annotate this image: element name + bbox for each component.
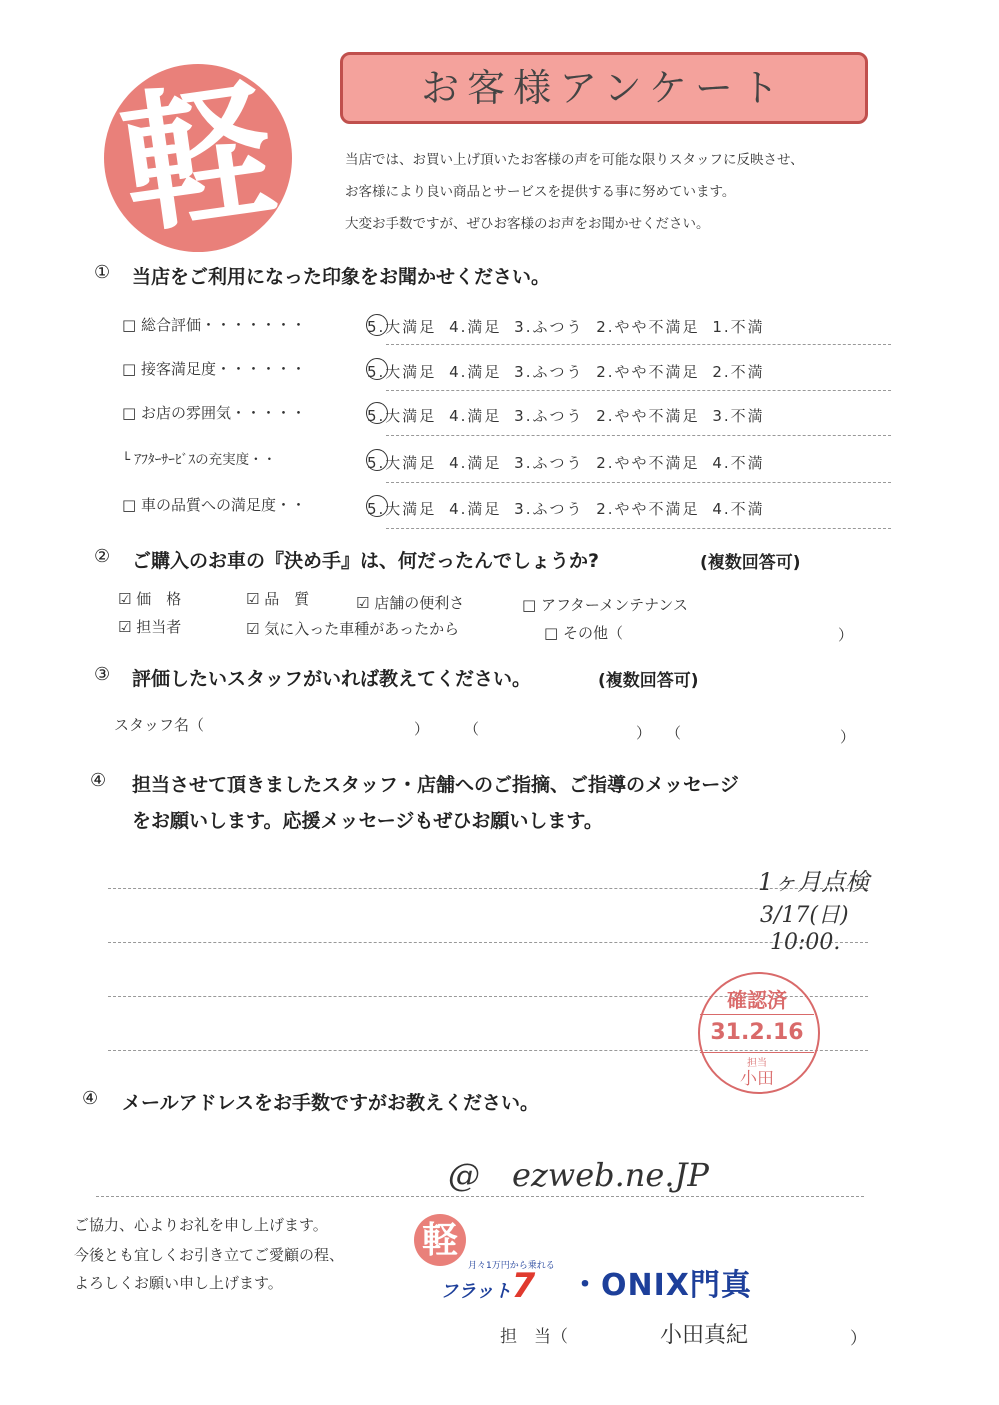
dotted-divider <box>386 482 891 483</box>
q1-row-label: □ お店の雰囲気・・・・・ <box>122 404 306 422</box>
message-line <box>108 888 868 889</box>
stamp-divider <box>700 1014 814 1015</box>
q5-number: ④ <box>82 1088 99 1109</box>
checkbox-price[interactable]: ☑ 価 格 <box>118 590 182 608</box>
staff-name-label: スタッフ名（ <box>114 716 205 734</box>
q2-title: ご購入のお車の『決め手』は、何だったんでしょうか? <box>132 550 600 572</box>
q1-row-label: □ 総合評価・・・・・・・ <box>122 316 306 334</box>
paren-open: （ <box>464 720 480 738</box>
q1-row-options: 5.大満足 4.満足 3.ふつう 2.やや不満足 2.不満 <box>367 363 765 381</box>
paren-close: ） <box>636 724 652 742</box>
brand-flat-text: フラット <box>440 1281 512 1302</box>
footer-logo-kei-char: 軽 <box>421 1219 458 1261</box>
checkbox-after-maintenance[interactable]: □ アフターメンテナンス <box>522 596 688 614</box>
q4-number: ④ <box>90 770 107 791</box>
handwritten-message-2: 3/17(日) <box>760 903 849 928</box>
checkbox-staff[interactable]: ☑ 担当者 <box>118 618 182 636</box>
footer-line-3: よろしくお願い申し上げます。 <box>74 1274 283 1292</box>
paren-close: ） <box>414 720 430 738</box>
q1-row-options: 5.大満足 4.満足 3.ふつう 2.やや不満足 4.不満 <box>367 500 765 518</box>
handwritten-message-1: 1ヶ月点検 <box>758 868 870 896</box>
brand-seven: 7 <box>511 1266 536 1306</box>
footer-line-2: 今後とも宜しくお引き立てご愛顧の程、 <box>74 1246 345 1264</box>
survey-title: お客様アンケート <box>421 66 787 110</box>
intro-line-1: 当店では、お買い上げ頂いたお客様の声を可能な限りスタッフに反映させ、 <box>345 152 804 168</box>
stamp-date: 31.2.16 <box>710 1020 804 1045</box>
q3-number: ③ <box>94 664 111 685</box>
brand-flat7 <box>440 1266 535 1306</box>
footer-line-1: ご協力、心よりお礼を申し上げます。 <box>74 1216 328 1234</box>
checkbox-quality[interactable]: ☑ 品 質 <box>246 590 310 608</box>
tanto-label: 担 当（ <box>500 1327 568 1347</box>
q2-number: ② <box>94 546 111 567</box>
q2-note: (複数回答可) <box>700 553 801 573</box>
email-line <box>96 1196 864 1197</box>
checkbox-liked-model[interactable]: ☑ 気に入った車種があったから <box>246 620 460 638</box>
q1-number: ① <box>94 262 111 283</box>
q3-note: (複数回答可) <box>598 671 699 691</box>
q1-row-options: 5.大満足 4.満足 3.ふつう 2.やや不満足 3.不満 <box>367 407 765 425</box>
stamp-sub: 担当 <box>747 1058 767 1069</box>
paren-open: （ <box>666 724 682 742</box>
q1-row-options: 5.大満足 4.満足 3.ふつう 2.やや不満足 4.不満 <box>367 454 765 472</box>
message-line <box>108 942 868 943</box>
other-close-paren: ） <box>838 626 854 644</box>
checkbox-store-convenience[interactable]: ☑ 店舗の便利さ <box>356 594 465 612</box>
tanto-name-handwritten: 小田真紀 <box>660 1323 749 1348</box>
q5-title: メールアドレスをお手数ですがお教えください。 <box>122 1092 540 1114</box>
logo-kei-char: 軽 <box>111 60 285 256</box>
q4-title-line2: をお願いします。応援メッセージもぜひお願いします。 <box>132 810 603 832</box>
stamp-confirmed: 確認済 <box>727 988 787 1012</box>
q4-title-line1: 担当させて頂きましたスタッフ・店舗へのご指摘、ご指導のメッセージ <box>132 774 739 796</box>
q1-row-label: □ 車の品質への満足度・・ <box>122 496 306 514</box>
handwritten-message-3: 10:00. <box>770 930 841 955</box>
dotted-divider <box>386 528 891 529</box>
checkbox-other[interactable]: □ その他（ <box>544 624 623 642</box>
q1-row-label: └ ｱﾌﾀｰｻｰﾋﾞｽの充実度・・ <box>122 452 277 468</box>
intro-line-3: 大変お手数ですが、ぜひお客様のお声をお聞かせください。 <box>345 216 710 232</box>
q1-row-options: 5.大満足 4.満足 3.ふつう 2.やや不満足 1.不満 <box>367 318 765 336</box>
stamp-name: 小田 <box>740 1069 774 1089</box>
q3-title: 評価したいスタッフがいれば教えてください。 <box>132 668 532 690</box>
q1-title: 当店をご利用になった印象をお聞かせください。 <box>132 266 551 288</box>
dotted-divider <box>386 344 891 345</box>
brand-onix-kadoma: ・ONIX門真 <box>570 1268 752 1303</box>
q1-row-label: □ 接客満足度・・・・・・ <box>122 360 306 378</box>
paren-close: ） <box>840 728 856 746</box>
intro-line-2: お客様により良い商品とサービスを提供する事に努めています。 <box>345 184 736 200</box>
dotted-divider <box>386 390 891 391</box>
tanto-close-paren: ） <box>850 1329 867 1349</box>
footer-tagline: 月々1万円から乗れる <box>468 1261 555 1271</box>
stamp-divider <box>700 1052 814 1053</box>
email-handwritten: @ ezweb.ne.JP <box>448 1156 709 1194</box>
dotted-divider <box>386 435 891 436</box>
